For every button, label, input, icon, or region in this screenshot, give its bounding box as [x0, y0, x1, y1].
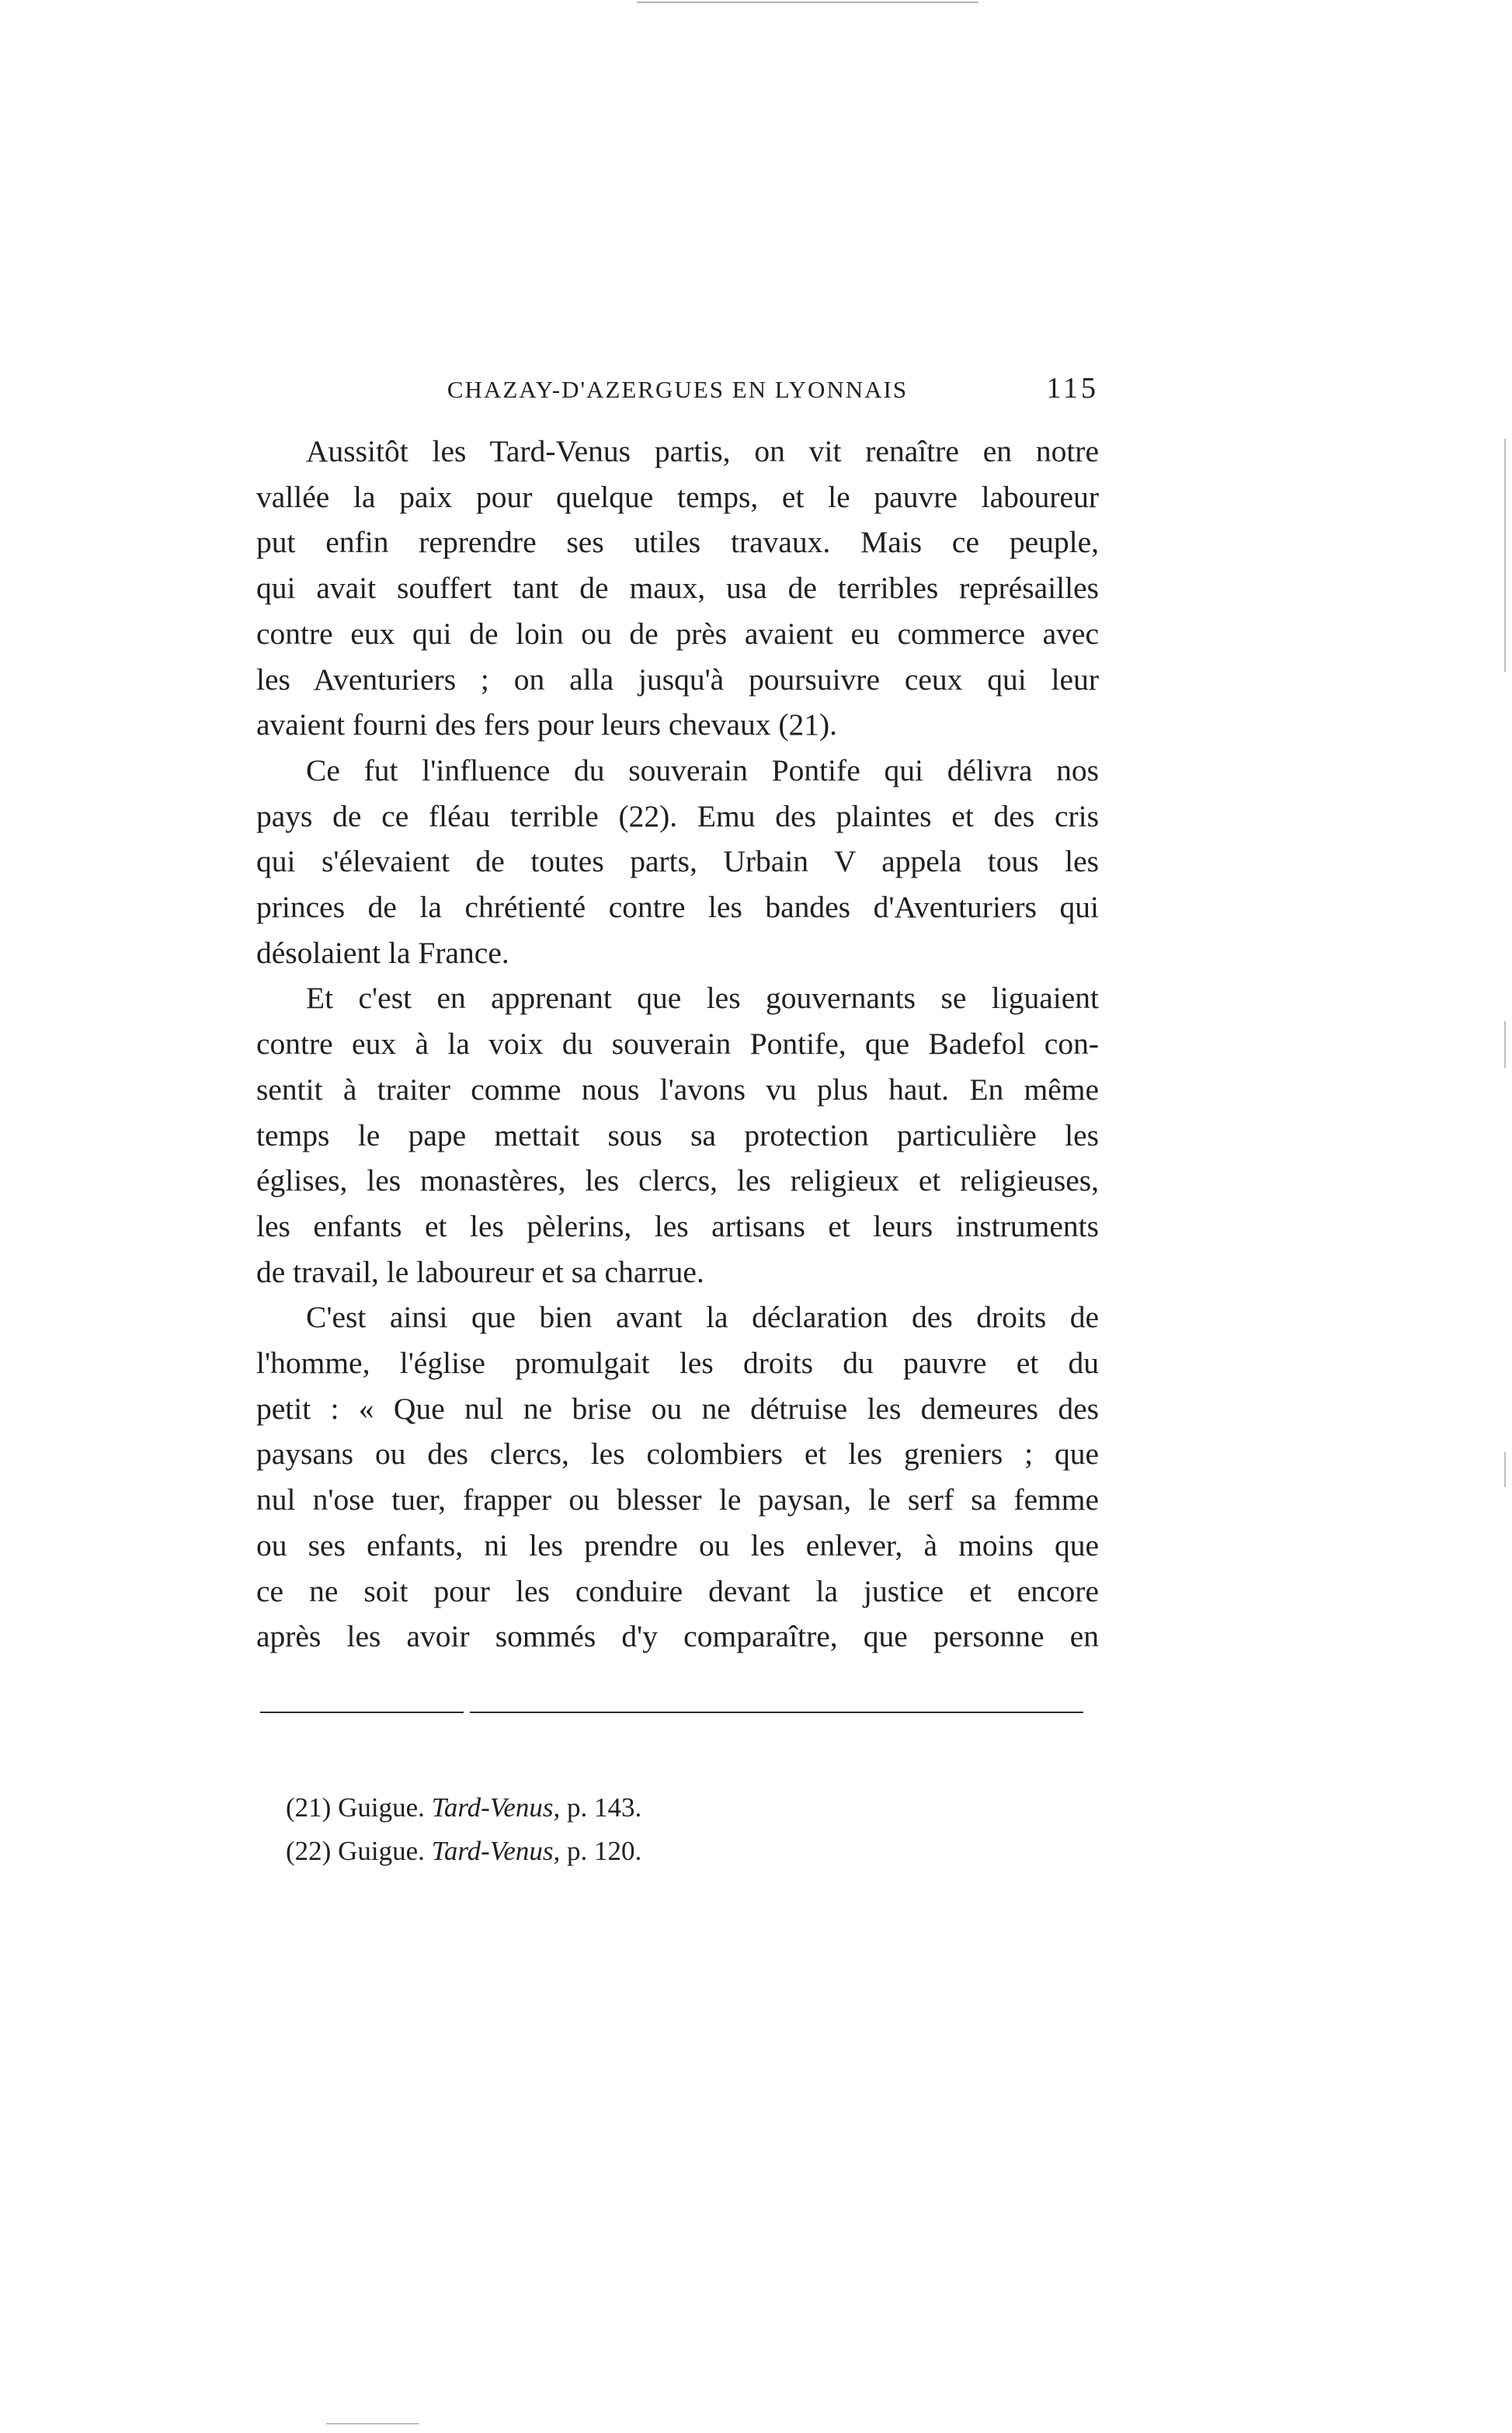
- paragraph-3: [256, 975, 1099, 1295]
- text-line: les enfants et les pèlerins, les artisans et leurs instruments: [256, 1208, 1099, 1243]
- footnote-21: [286, 1786, 985, 1830]
- paragraph-4: [256, 1295, 1099, 1660]
- text-line: contre eux qui de loin ou de près avaient eu commerce avec: [256, 616, 1099, 651]
- text-line: paysans ou des clercs, les colombiers et les greniers ; que: [256, 1437, 1099, 1472]
- text-line: Aussitôt les Tard-Venus partis, on vit renaître en notre: [306, 434, 1099, 468]
- footnote-title: Tard-Venus,: [431, 1792, 561, 1823]
- text-line: Et c'est en apprenant que les gouvernants se liguaient: [306, 981, 1099, 1016]
- footnote-page: p. 120.: [567, 1836, 642, 1866]
- text-line: C'est ainsi que bien avant la déclaration des droits de: [306, 1300, 1099, 1335]
- footnote-22: [286, 1830, 985, 1873]
- text-line: avaient fourni des fers pour leurs chevaux (21).: [256, 707, 838, 742]
- paragraph-2: [256, 748, 1099, 976]
- text-line: ou ses enfants, ni les prendre ou les enlever, à moins que: [256, 1528, 1099, 1562]
- footnote-author: Guigue.: [338, 1792, 425, 1823]
- text-line: princes de la chrétienté contre les bandes d'Aventuriers qui: [256, 890, 1099, 925]
- text-line: après les avoir sommés d'y comparaître, que personne en: [256, 1619, 1099, 1654]
- text-line: églises, les monastères, les clercs, les religieux et religieuses,: [256, 1163, 1099, 1198]
- text-line: vallée la paix pour quelque temps, et le pauvre laboureur: [256, 479, 1099, 514]
- footnote-marker: (21): [286, 1792, 332, 1823]
- text-line: désolaient la France.: [256, 935, 509, 970]
- text-line: put enfin reprendre ses utiles travaux. Mais ce peuple,: [256, 525, 1099, 560]
- text-line: sentit à traiter comme nous l'avons vu plus haut. En même: [256, 1072, 1099, 1107]
- footnote-author: Guigue.: [338, 1836, 425, 1866]
- footnotes: [286, 1786, 985, 1873]
- page-number: 115: [1046, 372, 1099, 405]
- scan-artifact-right: [1504, 439, 1506, 672]
- text-line: pays de ce fléau terrible (22). Emu des plaintes et des cris: [256, 798, 1099, 833]
- page-header: [256, 371, 1099, 418]
- text-line: qui s'élevaient de toutes parts, Urbain V appela tous les: [256, 844, 1099, 879]
- text-line: de travail, le laboureur et sa charrue.: [256, 1254, 704, 1289]
- body-text: [256, 429, 1099, 1660]
- text-line: contre eux à la voix du souverain Pontife, que Badefol con-: [256, 1027, 1099, 1062]
- running-head: CHAZAY-D'AZERGUES EN LYONNAIS: [447, 376, 909, 403]
- footnote-page: p. 143.: [567, 1792, 642, 1823]
- footnote-title: Tard-Venus,: [431, 1836, 561, 1866]
- footnote-marker: (22): [286, 1836, 332, 1866]
- text-line: nul n'ose tuer, frapper ou blesser le paysan, le serf sa femme: [256, 1482, 1099, 1517]
- scan-artifact-right-2: [1504, 1021, 1506, 1068]
- scan-artifact-right-3: [1504, 1452, 1506, 1487]
- footnote-rule-left: [260, 1712, 464, 1713]
- text-line: Ce fut l'influence du souverain Pontife qui délivra nos: [306, 752, 1099, 787]
- footnote-rule-right: [470, 1712, 1083, 1713]
- text-line: petit : « Que nul ne brise ou ne détruise les demeures des: [256, 1391, 1099, 1426]
- text-line: les Aventuriers ; on alla jusqu'à poursuivre ceux qui leur: [256, 662, 1099, 697]
- text-line: qui avait souffert tant de maux, usa de terribles représailles: [256, 571, 1099, 606]
- text-line: l'homme, l'église promulgait les droits du pauvre et du: [256, 1346, 1099, 1381]
- scan-artifact-bottom: [326, 2423, 419, 2424]
- scan-artifact-top: [637, 2, 978, 3]
- text-line: temps le pape mettait sous sa protection particulière les: [256, 1117, 1099, 1152]
- text-line: ce ne soit pour les conduire devant la justice et encore: [256, 1573, 1099, 1608]
- paragraph-1: [256, 429, 1099, 748]
